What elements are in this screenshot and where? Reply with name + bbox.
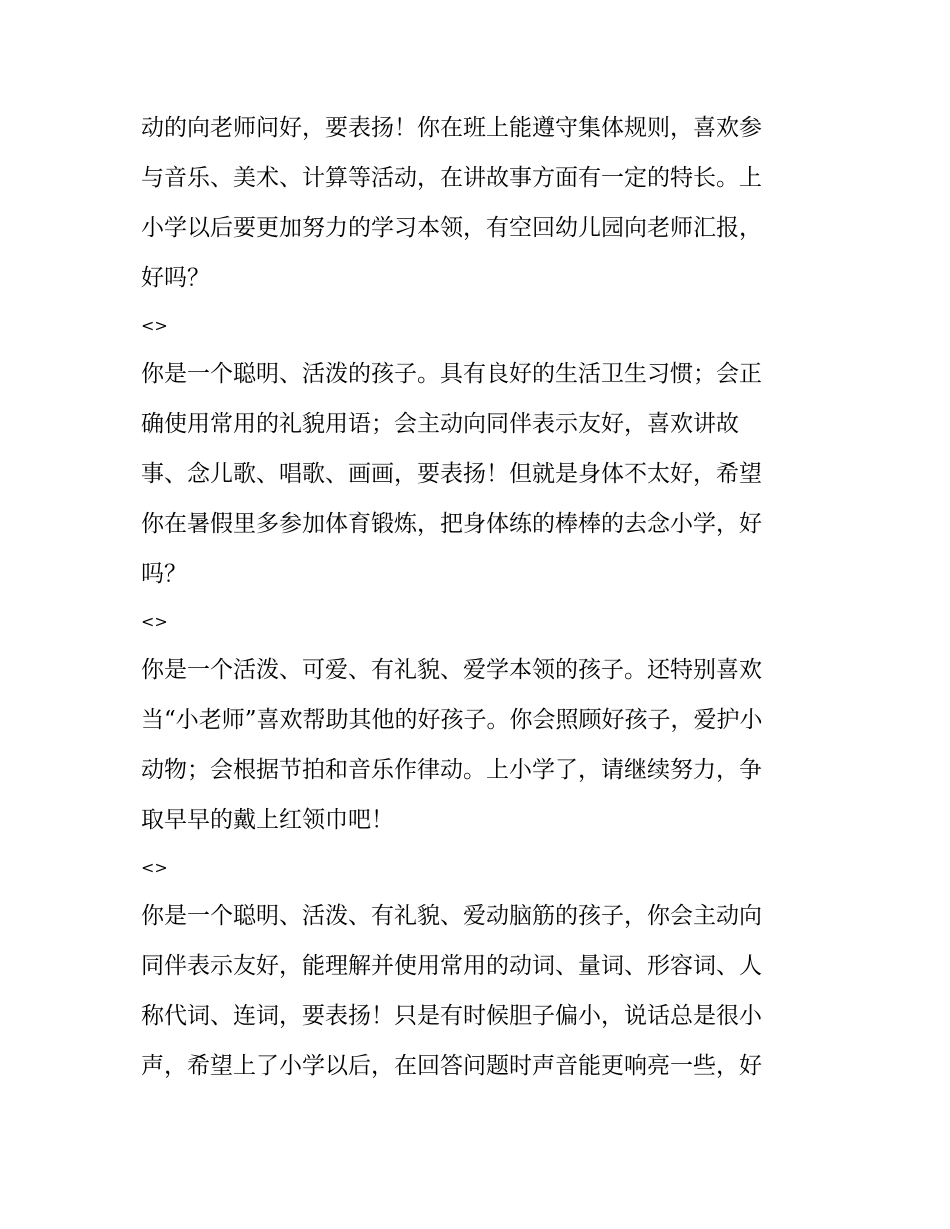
text-line: 声，希望上了小学以后，在回答问题时声音能更响亮一些，好 [141, 1053, 762, 1079]
text-line: 当“小老师”喜欢帮助其他的好孩子。你会照顾好孩子，爱护小 [141, 707, 763, 733]
comment-block-2 [141, 349, 821, 645]
text-line: 你是一个聪明、活泼的孩子。具有良好的生活卫生习惯；会正 [141, 361, 762, 387]
comment-block-3 [141, 645, 821, 891]
text-line: 事、念儿歌、唱歌、画画，要表扬！但就是身体不太好，希望 [141, 461, 762, 487]
text-line: 动物；会根据节拍和音乐作律动。上小学了，请继续努力，争 [141, 757, 762, 783]
block-separator: <> [141, 858, 168, 877]
text-line: 你在暑假里多参加体育锻炼，把身体练的棒棒的去念小学，好 [141, 511, 762, 537]
comment-block-4 [141, 891, 821, 1091]
text-line: 确使用常用的礼貌用语；会主动向同伴表示友好，喜欢讲故 [141, 411, 739, 437]
text-line: 吗？ [141, 561, 187, 587]
text-line: 同伴表示友好，能理解并使用常用的动词、量词、形容词、人 [141, 953, 762, 979]
text-line: 小学以后要更加努力的学习本领，有空回幼儿园向老师汇报， [141, 215, 762, 241]
block-separator: <> [141, 316, 168, 335]
text-line: 你是一个聪明、活泼、有礼貌、爱动脑筋的孩子，你会主动向 [141, 903, 762, 929]
text-line: 称代词、连词，要表扬！只是有时候胆子偏小，说话总是很小 [141, 1003, 762, 1029]
text-line: 取早早的戴上红领巾吧！ [141, 807, 394, 833]
comment-block-1 [141, 103, 821, 349]
document-body [141, 103, 821, 1091]
text-line: 动的向老师问好，要表扬！你在班上能遵守集体规则，喜欢参 [141, 115, 762, 141]
text-line: 你是一个活泼、可爱、有礼貌、爱学本领的孩子。还特别喜欢 [141, 657, 762, 683]
block-separator: <> [141, 612, 168, 631]
text-line: 好吗？ [141, 265, 210, 291]
text-line: 与音乐、美术、计算等活动，在讲故事方面有一定的特长。上 [141, 165, 762, 191]
